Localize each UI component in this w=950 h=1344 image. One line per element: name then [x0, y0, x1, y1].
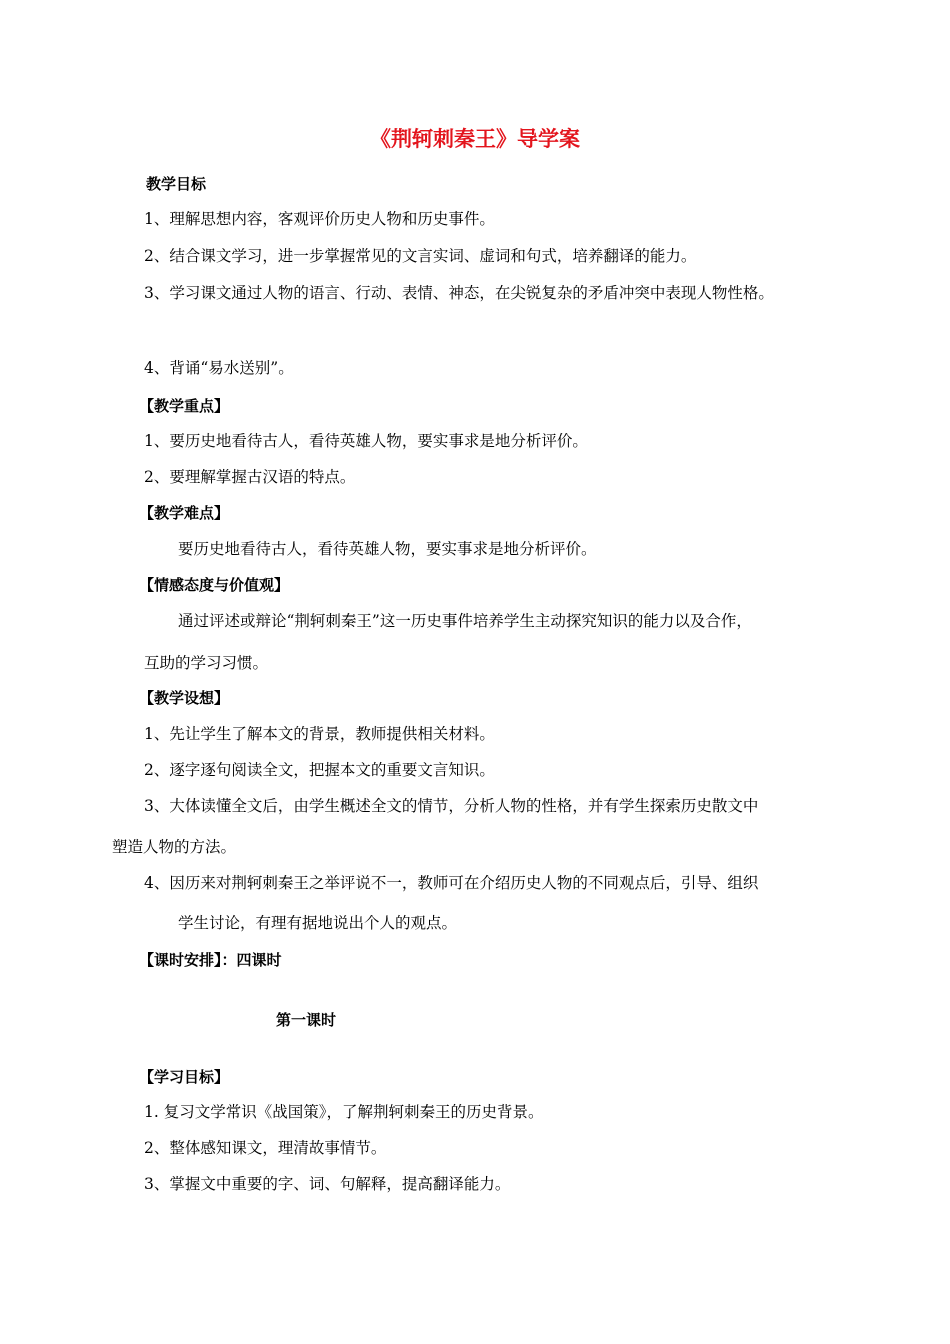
design-item: 塑造人物的方法。	[112, 838, 237, 856]
goal-item: 4、背诵“易水送别”。	[144, 359, 294, 377]
key-point-item: 2、要理解掌握古汉语的特点。	[144, 468, 356, 486]
study-goal-item: 2、整体感知课文，理清故事情节。	[144, 1139, 387, 1157]
values-heading: 【情感态度与价值观】	[139, 576, 290, 594]
difficulty-heading: 【教学难点】	[139, 504, 230, 522]
goals-heading: 教学目标	[146, 175, 207, 193]
study-goals-heading: 【学习目标】	[139, 1068, 230, 1086]
schedule-text: 【课时安排】：四课时	[139, 951, 282, 969]
values-text: 通过评述或辩论“荆轲刺秦王”这一历史事件培养学生主动探究知识的能力以及合作，	[178, 612, 752, 630]
goal-item: 1、理解思想内容，客观评价历史人物和历史事件。	[144, 210, 495, 228]
document-title: 《荆轲刺秦王》导学案	[370, 127, 580, 151]
lesson-heading: 第一课时	[276, 1011, 337, 1029]
key-point-item: 1、要历史地看待古人，看待英雄人物，要实事求是地分析评价。	[144, 432, 588, 450]
goal-item: 2、结合课文学习，进一步掌握常见的文言实词、虚词和句式，培养翻译的能力。	[144, 247, 697, 265]
goal-item: 3、学习课文通过人物的语言、行动、表情、神态，在尖锐复杂的矛盾冲突中表现人物性格。	[144, 284, 774, 302]
design-item: 4、因历来对荆轲刺秦王之举评说不一，教师可在介绍历史人物的不同观点后，引导、组织	[144, 874, 759, 892]
design-item: 2、逐字逐句阅读全文，把握本文的重要文言知识。	[144, 761, 495, 779]
difficulty-text: 要历史地看待古人，看待英雄人物，要实事求是地分析评价。	[178, 540, 597, 558]
design-item: 3、大体读懂全文后，由学生概述全文的情节，分析人物的性格，并有学生探索历史散文中	[144, 797, 759, 815]
design-heading: 【教学设想】	[139, 689, 230, 707]
design-item: 1、先让学生了解本文的背景，教师提供相关材料。	[144, 725, 495, 743]
key-points-heading: 【教学重点】	[139, 397, 230, 415]
study-goal-item: 3、掌握文中重要的字、词、句解释，提高翻译能力。	[144, 1175, 511, 1193]
values-text: 互助的学习习惯。	[144, 654, 269, 672]
design-item: 学生讨论，有理有据地说出个人的观点。	[178, 914, 458, 932]
study-goal-item: 1. 复习文学常识《战国策》，了解荆轲刺秦王的历史背景。	[144, 1103, 544, 1121]
